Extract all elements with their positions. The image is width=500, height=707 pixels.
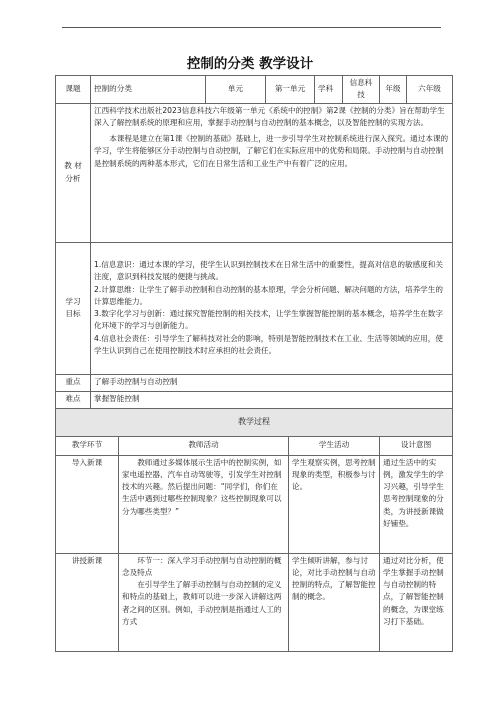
stage-cell: 讲授新课 (56, 553, 119, 651)
difficulty-value: 掌握智能控制 (91, 391, 453, 408)
goals-content (91, 242, 453, 374)
difficulty-label: 难点 (56, 391, 91, 408)
document-title: 控制的分类 教学设计 (186, 56, 314, 72)
process-heading-row (56, 408, 453, 436)
process-row (56, 455, 453, 553)
teacher-paragraph: 环节一：深入学习手动控制与自动控制的概念及特点 (122, 555, 282, 577)
info-row (56, 76, 453, 104)
column-student: 学生活动 (289, 436, 380, 455)
goal-item: 1.信息意识：通过本课的学习，使学生认识到控制技术在日常生活中的重要性，提高对信息的敏感度和关注度，意识到科技发展的便捷与挑战。 (94, 259, 443, 282)
focus-row (56, 374, 453, 391)
column-intent: 设计意图 (380, 436, 453, 455)
grade-value: 六年级 (407, 76, 453, 104)
analysis-row (56, 103, 453, 242)
teacher-cell (119, 455, 289, 553)
process-column-row (56, 436, 453, 455)
course-value: 控制的分类 (91, 76, 206, 104)
subject-value: 信息科技 (343, 76, 380, 104)
analysis-paragraph-1: 江西科学技术出版社2023信息科技六年级第一单元《系统中的控制》第2课《控制的分类》旨在帮助学生深入了解控制系统的原理和应用，掌握手动控制与自动控制的基本概念，以及智能控制的实现方法。 (94, 105, 445, 127)
unit-value: 第一单元 (266, 76, 315, 104)
analysis-label: 教 材 分析 (56, 103, 91, 242)
process-heading: 教学过程 (56, 408, 453, 436)
lesson-plan-table (55, 75, 453, 652)
course-label: 课题 (56, 76, 91, 104)
analysis-paragraph-2: 本课程是建立在第1课《控制的基础》基础上，进一步引导学生对控制系统进行深入探究。通过本课的学习，学生将能够区分手动控制与自动控制，了解它们在实际应用中的优势和局限。手动控制与自动控制是控制系统的两种基本形式，它们在日常生活和工业生产中有着广泛的应用。 (94, 134, 449, 168)
column-stage: 教学环节 (56, 436, 119, 455)
goal-item: 2.计算思维：让学生了解手动控制和自动控制的基本原理，学会分析问题、解决问题的方法，培养学生的计算思维能力。 (94, 284, 443, 306)
focus-label: 重点 (56, 374, 91, 391)
teacher-paragraph: 教师通过多媒体展示生活中的控制实例，如家电遥控器、汽车自动驾驶等，引发学生对控制技术的兴趣。然后提出问题：“同学们，你们在生活中遇到过哪些控制现象？这些控制现象可以分为哪些类型？” (122, 457, 282, 516)
goal-item: 3.数字化学习与创新：通过探究智能控制的相关技术，让学生掌握智能控制的基本概念，培养学生在数字化环境下的学习与创新能力。 (94, 309, 443, 331)
grade-label: 年级 (380, 76, 407, 104)
goals-label: 学习 目标 (56, 242, 91, 374)
intent-cell: 通过对比分析，使学生掌握手动控制与自动控制的特点，了解智能控制的概念，为课堂练习打下基础。 (380, 553, 453, 651)
unit-label: 单元 (206, 76, 266, 104)
column-teacher: 教师活动 (119, 436, 289, 455)
stage-cell: 导入新课 (56, 455, 119, 553)
student-cell: 学生观察实例，思考控制现象的类型，积极参与讨论。 (289, 455, 380, 553)
teacher-cell (119, 553, 289, 651)
student-cell: 学生倾听讲解，参与讨论，对比手动控制与自动控制的特点，了解智能控制的概念。 (289, 553, 380, 651)
goals-row (56, 242, 453, 374)
focus-value: 了解手动控制与自动控制 (91, 374, 453, 391)
header-rule (62, 27, 441, 28)
teacher-paragraph: 在引导学生了解手动控制与自动控制的定义和特点的基础上，教师可以进一步深入讲解这两者之间的区别。例如，手动控制是指通过人工的方式 (122, 580, 282, 627)
process-row (56, 553, 453, 651)
analysis-content (91, 103, 453, 242)
intent-cell: 通过生活中的实例，激发学生的学习兴趣，引导学生思考控制现象的分类，为讲授新课做好铺垫。 (380, 455, 453, 553)
difficulty-row (56, 391, 453, 408)
subject-label: 学科 (315, 76, 343, 104)
goal-item: 4.信息社会责任：引导学生了解科技对社会的影响，特别是智能控制技术在工业、生活等领域的应用，使学生认识到自己在使用控制技术时应承担的社会责任。 (94, 333, 443, 355)
